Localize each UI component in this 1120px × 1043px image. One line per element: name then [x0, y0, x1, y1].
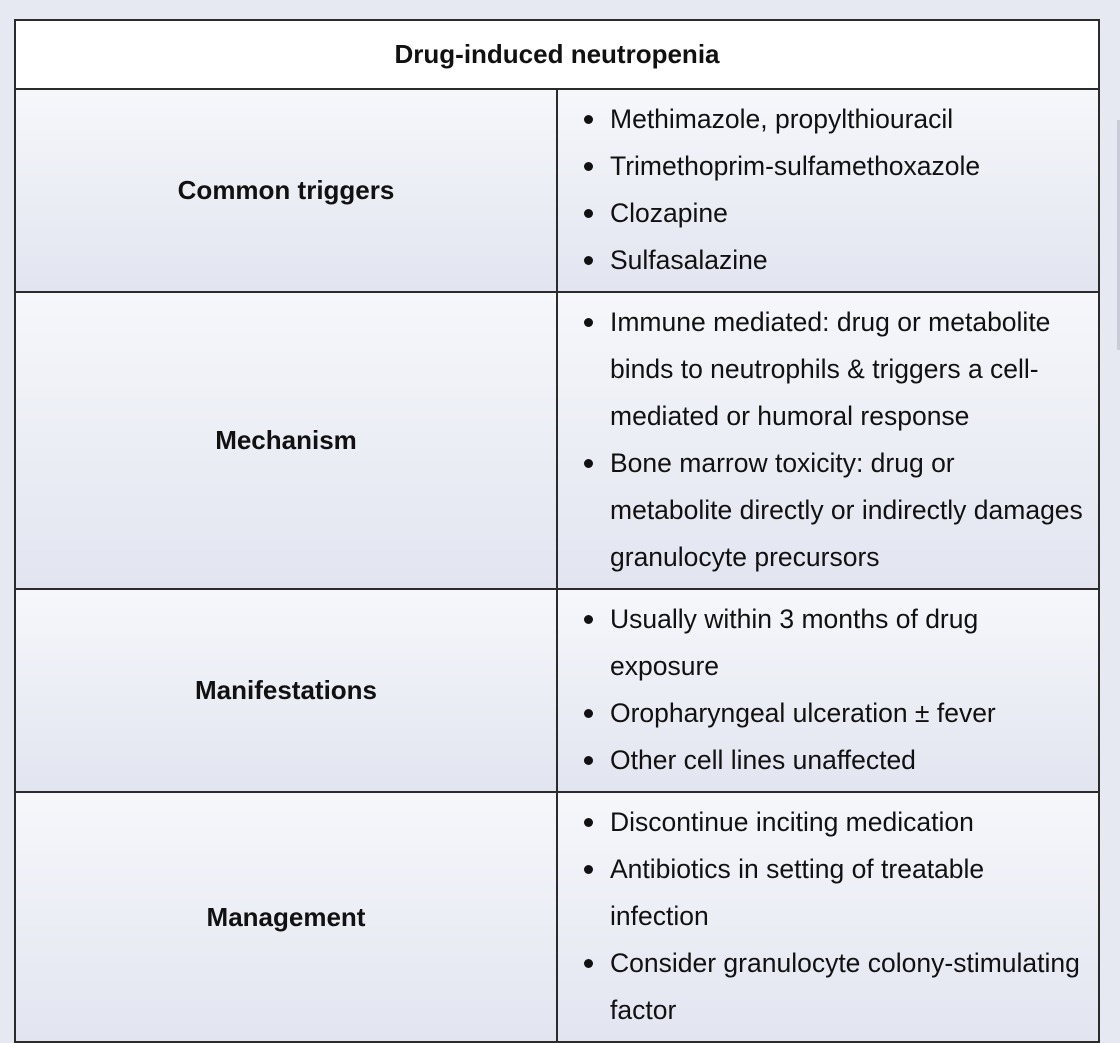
table-body [15, 89, 1099, 1042]
row-content [557, 589, 1099, 792]
table-title: Drug-induced neutropenia [15, 20, 1099, 89]
list-item [558, 143, 1098, 190]
list-item [558, 190, 1098, 237]
list-item [558, 440, 1098, 581]
drug-neutropenia-table [14, 19, 1100, 1043]
list-item [558, 940, 1098, 1034]
list-item-text: Discontinue inciting medication [610, 807, 974, 837]
bullet-icon [584, 209, 593, 218]
list-item-text: Usually within 3 months of drug exposure [610, 604, 979, 681]
table-row [15, 589, 1099, 792]
bullet-icon [584, 615, 593, 624]
row-label: Mechanism [15, 292, 557, 589]
list-item-text: Bone marrow toxicity: drug or metabolite directly or indirectly damages granulocyte precursors [610, 448, 1083, 572]
list-item-text: Methimazole, propylthiouracil [610, 104, 954, 134]
list-item [558, 846, 1098, 940]
row-label: Common triggers [15, 89, 557, 292]
bullet-icon [584, 115, 593, 124]
bullet-list [558, 793, 1098, 1041]
list-item-text: Consider granulocyte colony-stimulating factor [610, 948, 1080, 1025]
row-content [557, 292, 1099, 589]
bullet-list [558, 293, 1098, 588]
list-item [558, 96, 1098, 143]
bullet-icon [584, 959, 593, 968]
bullet-icon [584, 709, 593, 718]
list-item-text: Sulfasalazine [610, 245, 768, 275]
bullet-icon [584, 865, 593, 874]
row-label: Manifestations [15, 589, 557, 792]
list-item-text: Trimethoprim-sulfamethoxazole [610, 151, 981, 181]
bullet-icon [584, 818, 593, 827]
list-item-text: Clozapine [610, 198, 728, 228]
bullet-list [558, 590, 1098, 791]
row-label: Management [15, 792, 557, 1042]
list-item [558, 690, 1098, 737]
list-item-text: Immune mediated: drug or metabolite binds to neutrophils & triggers a cell-mediated or humoral response [610, 307, 1051, 431]
bullet-icon [584, 162, 593, 171]
list-item [558, 596, 1098, 690]
bullet-icon [584, 256, 593, 265]
list-item [558, 237, 1098, 284]
row-content [557, 792, 1099, 1042]
list-item [558, 737, 1098, 784]
list-item [558, 299, 1098, 440]
list-item-text: Antibiotics in setting of treatable infection [610, 854, 985, 931]
drug-neutropenia-table-container [14, 19, 1100, 1043]
table-row [15, 89, 1099, 292]
bullet-icon [584, 318, 593, 327]
list-item-text: Other cell lines unaffected [610, 745, 916, 775]
list-item-text: Oropharyngeal ulceration ± fever [610, 698, 996, 728]
list-item [558, 799, 1098, 846]
table-row [15, 792, 1099, 1042]
bullet-icon [584, 756, 593, 765]
bullet-icon [584, 459, 593, 468]
table-row [15, 292, 1099, 589]
row-content [557, 89, 1099, 292]
bullet-list [558, 90, 1098, 291]
